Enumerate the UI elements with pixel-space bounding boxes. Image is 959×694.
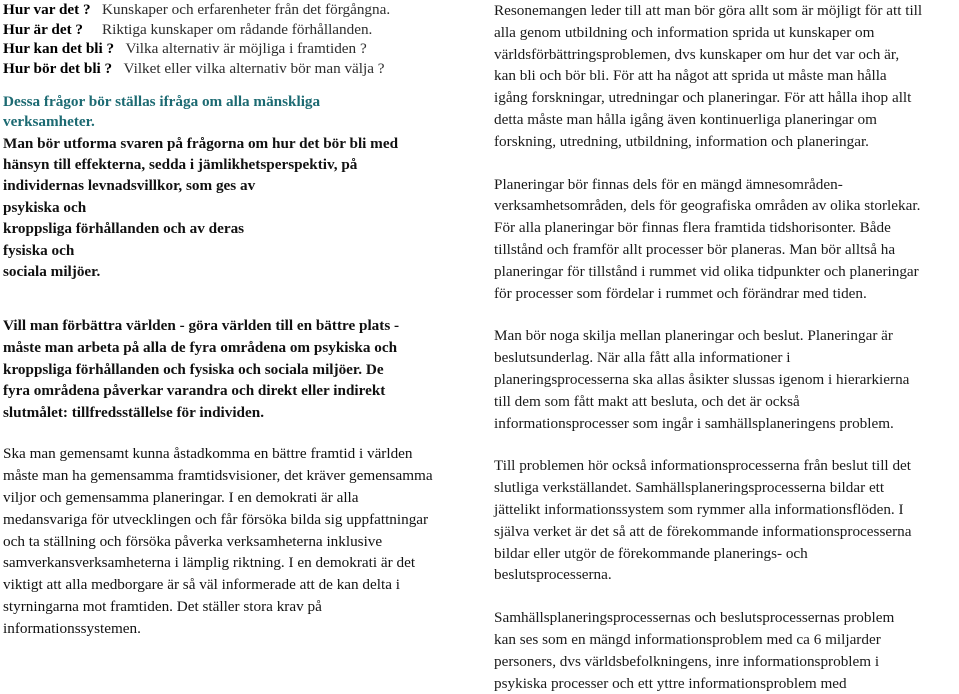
- paragraph-line: bildar eller utgör de förekommande planerings- och: [494, 544, 808, 562]
- right-paragraph-2: [494, 174, 956, 305]
- bold-line: individernas levnadsvillkor, som ges av: [3, 177, 256, 195]
- bold-line: Man bör utforma svaren på frågorna om hur det bör bli med: [3, 134, 399, 152]
- paragraph-line: alla genom utbildning och information sprida ut kunskaper om: [494, 23, 875, 41]
- paragraph-line: personers, dvs världsbefolkningens, inre informationsproblem i: [494, 652, 880, 670]
- paragraph-line: samverkansverksamheterna i lämplig riktning. I en demokrati är det: [3, 554, 416, 572]
- paragraph-line: för processer som fördelar i rummet och förändrar med tiden.: [494, 284, 867, 302]
- right-paragraph-5: [494, 607, 956, 694]
- left-column: [3, 0, 469, 640]
- question-label: Hur bör det bli ?: [3, 59, 113, 77]
- paragraph-line: planeringar för tillstånd i rummet vid olika tidpunkter och planeringar: [494, 262, 919, 280]
- paragraph-line: måste man ha gemensamma framtidsvisioner, det kräver gemensamma: [3, 467, 433, 485]
- question-row: [3, 59, 469, 79]
- paragraph-line: styrningarna mot framtiden. Det ställer stora krav på: [3, 597, 322, 615]
- paragraph-line: slutliga verkställandet. Samhällsplaneringsprocesserna bildar ett: [494, 479, 885, 497]
- question-answer: Vilka alternativ är möjliga i framtiden ?: [125, 40, 367, 58]
- heading-line: verksamheter.: [3, 112, 95, 130]
- paragraph-line: Samhällsplaneringsprocessernas och beslutsprocessernas problem: [494, 609, 895, 627]
- bold-line: Vill man förbättra världen - göra världen till en bättre plats -: [3, 317, 400, 335]
- paragraph-line: själva verket är det så att de förekommande informationsprocesserna: [494, 522, 912, 540]
- paragraph-line: Till problemen hör också informationsprocesserna från beslut till det: [494, 457, 912, 475]
- paragraph-line: informationssystemen.: [3, 619, 141, 637]
- paragraph-line: psykiska processer och ett yttre informationsproblem med: [494, 674, 847, 692]
- paragraph-line: Planeringar bör finnas dels för en mängd ämnesområden-: [494, 175, 843, 193]
- paragraph-line: kan bli och bör bli. För att ha något att sprida ut måste man hålla: [494, 67, 887, 85]
- paragraph-line: kan ses som en mängd informationsproblem med ca 6 miljarder: [494, 630, 881, 648]
- paragraph-line: beslutsprocesserna.: [494, 566, 612, 584]
- paragraph-line: Ska man gemensamt kunna åstadkomma en bättre framtid i världen: [3, 445, 413, 463]
- paragraph-line: verksamhetsområden, dels för geografiska områden av olika storlekar.: [494, 197, 921, 215]
- questions-list: [3, 0, 469, 78]
- bold-line: måste man arbeta på alla de fyra områdena om psykiska och: [3, 339, 398, 356]
- question-row: [3, 39, 469, 59]
- heading-line: Dessa frågor bör ställas ifråga om alla mänskliga: [3, 93, 321, 111]
- bold-block-1: [3, 133, 469, 283]
- paragraph-line: medansvariga för utvecklingen och får försöka bilda sig uppfattningar: [3, 510, 429, 528]
- bold-line: slutmålet: tillfredsställelse för individen.: [3, 403, 264, 421]
- paragraph-line: världsförbättringsproblemen, dvs kunskaper om hur det var och är,: [494, 45, 900, 63]
- paragraph-line: och ta ställning och försöka påverka verksamheterna inklusive: [3, 532, 383, 550]
- paragraph-line: planeringsprocesserna ska allas åsikter slussas igenom i hierarkierna: [494, 370, 910, 388]
- question-label: Hur var det ?: [3, 1, 91, 18]
- question-row: [3, 20, 469, 40]
- bold-line: hänsyn till effekterna, sedda i jämlikhetsperspektiv, på: [3, 155, 358, 173]
- paragraph-line: igång forskningar, utredningar och planeringar. För att hålla ihop allt: [494, 89, 912, 107]
- question-answer: Kunskaper och erfarenheter från det förgångna.: [102, 1, 391, 18]
- bold-line: fyra områdena påverkar varandra och direkt eller indirekt: [3, 382, 386, 400]
- paragraph-line: forskning, utredning, utbildning, information och planeringar.: [494, 132, 869, 150]
- right-paragraph-1: [494, 0, 956, 153]
- paragraph-line: viljor och gemensamma planeringar. I en demokrati är alla: [3, 488, 359, 506]
- paragraph-line: informationsprocesser som ingår i samhällsplaneringens problem.: [494, 414, 894, 432]
- paragraph-line: viktigt att alla medborgare är så väl informerade att de kan delta i: [3, 576, 400, 594]
- paragraph-line: Resonemangen leder till att man bör göra allt som är möjligt för att till: [494, 2, 923, 19]
- bold-line: kroppsliga förhållanden och fysiska och sociala miljöer. De: [3, 360, 384, 378]
- bold-line: kroppsliga förhållanden och av deras: [3, 220, 245, 238]
- right-column: [494, 0, 956, 694]
- paragraph-line: Man bör noga skilja mellan planeringar och beslut. Planeringar är: [494, 327, 893, 345]
- question-row: [3, 0, 469, 20]
- paragraph-line: till dem som fått makt att besluta, och det är också: [494, 392, 800, 410]
- question-answer: Riktiga kunskaper om rådande förhållanden.: [102, 20, 373, 38]
- bold-line: fysiska och: [3, 241, 75, 259]
- teal-heading: [3, 92, 469, 131]
- paragraph-line: tillstånd och framför allt processer bör planeras. Man bör alltså ha: [494, 240, 896, 258]
- question-label: Hur kan det bli ?: [3, 40, 115, 58]
- right-paragraph-3: [494, 325, 956, 434]
- question-label: Hur är det ?: [3, 20, 84, 38]
- bold-line: sociala miljöer.: [3, 263, 101, 280]
- left-paragraph: [3, 443, 469, 639]
- question-answer: Vilket eller vilka alternativ bör man välja ?: [123, 59, 385, 77]
- paragraph-line: detta måste man hålla igång även kontinuerliga planeringar om: [494, 110, 877, 128]
- bold-line: psykiska och: [3, 198, 87, 216]
- paragraph-line: jättelikt informationssystem som rymmer alla informationsflöden. I: [494, 500, 904, 518]
- bold-block-2: [3, 315, 469, 423]
- paragraph-line: För alla planeringar bör finnas flera framtida tidshorisonter. Både: [494, 219, 891, 237]
- right-paragraph-4: [494, 455, 956, 586]
- paragraph-line: beslutsunderlag. När alla fått alla informationer i: [494, 349, 791, 367]
